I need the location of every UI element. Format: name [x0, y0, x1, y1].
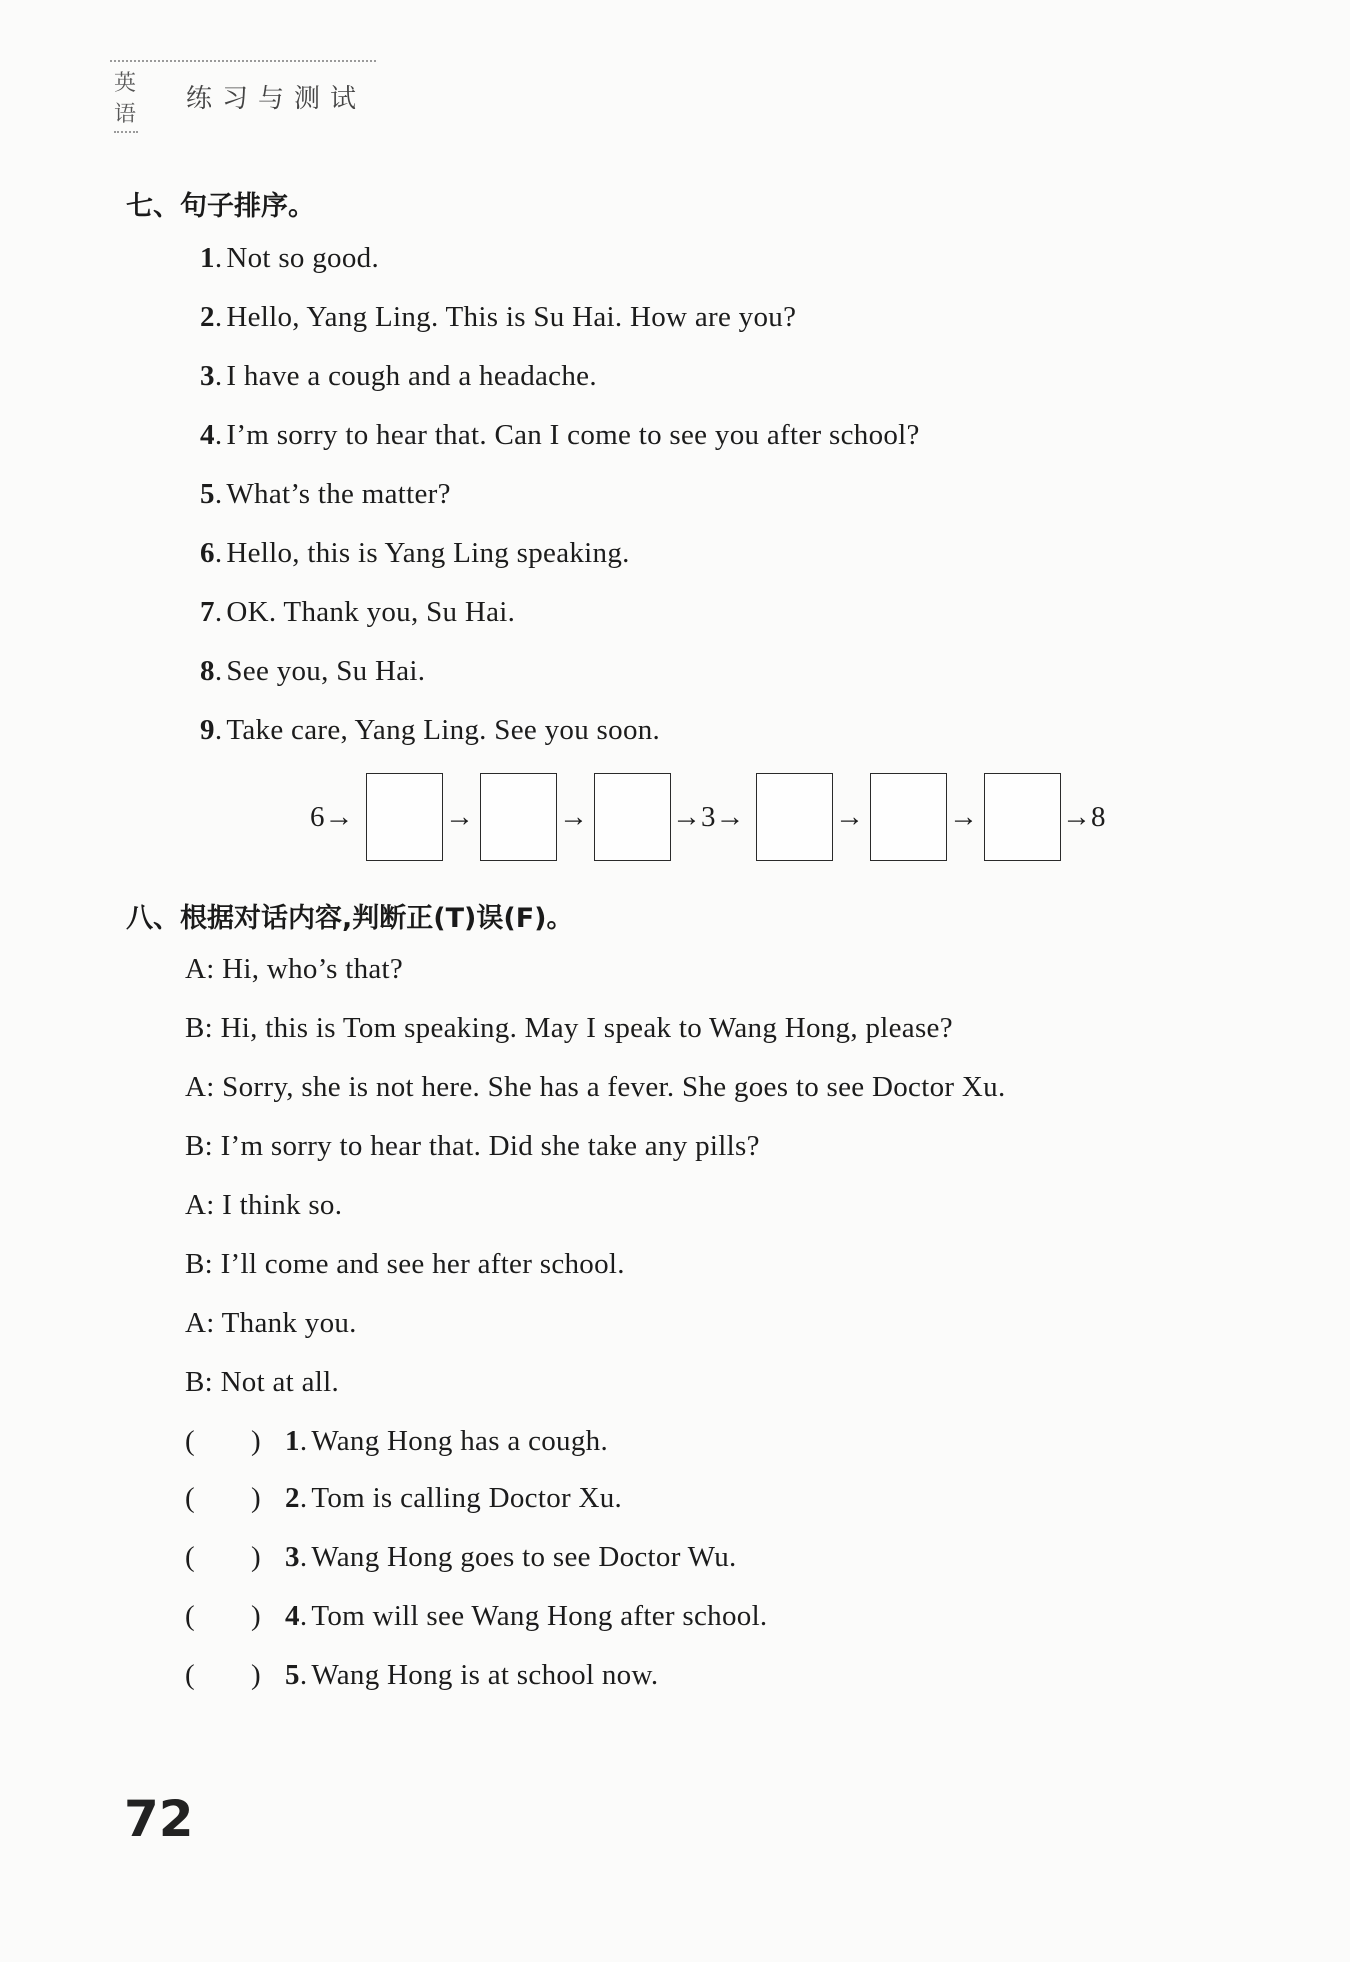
speaker-label: B:: [185, 1130, 213, 1162]
answer-box[interactable]: [594, 773, 671, 861]
dialogue-text: Hi, who’s that?: [222, 953, 404, 985]
paren-open: (: [185, 1600, 195, 1632]
item-text: Hello, Yang Ling. This is Su Hai. How are you?: [226, 301, 797, 333]
header-dotted-rule: [110, 60, 376, 62]
item-text: I have a cough and a headache.: [226, 360, 597, 392]
question-number: 4: [285, 1600, 300, 1632]
paren-close: ): [250, 1600, 261, 1632]
item-text: OK. Thank you, Su Hai.: [226, 596, 516, 628]
section7-title: 七、句子排序。: [126, 191, 315, 222]
speaker-label: A:: [185, 1307, 215, 1339]
speaker-label: B:: [185, 1012, 213, 1044]
answer-blank[interactable]: [185, 1600, 285, 1633]
item-number: 7: [200, 596, 215, 628]
sequence-arrow: →: [445, 801, 474, 833]
dialogue-line: [185, 1130, 760, 1163]
tf-question: ( ) 3. Wang Hong goes to see Doctor Wu.: [185, 1541, 737, 1573]
question-text: Wang Hong is at school now.: [311, 1659, 659, 1691]
speaker-label: A:: [185, 953, 215, 985]
item-number: 2: [200, 301, 215, 333]
section8-title: 八、根据对话内容,判断正(T)误(F)。: [126, 903, 574, 934]
answer-box[interactable]: [870, 773, 947, 861]
sequence-arrow: →: [949, 801, 978, 833]
tf-question: ( ) 2. Tom is calling Doctor Xu.: [185, 1482, 623, 1514]
question-number: 1: [285, 1425, 300, 1457]
speaker-label: B:: [185, 1248, 213, 1280]
sentence-item: 4. I’m sorry to hear that. Can I come to see you after school?: [200, 419, 920, 451]
dialogue-text: Thank you.: [221, 1307, 357, 1339]
dialogue-line: [185, 1189, 342, 1222]
dialogue-text: I think so.: [222, 1189, 343, 1221]
item-number: 5: [200, 478, 215, 510]
answer-blank[interactable]: [185, 1482, 285, 1515]
paren-open: (: [185, 1482, 195, 1514]
item-number: 1: [200, 242, 215, 274]
question-text: Tom is calling Doctor Xu.: [311, 1482, 623, 1514]
answer-box[interactable]: [756, 773, 833, 861]
item-text: What’s the matter?: [226, 478, 451, 510]
dialogue-text: I’m sorry to hear that. Did she take any pills?: [220, 1130, 760, 1162]
answer-box[interactable]: [366, 773, 443, 861]
dialogue-line: [185, 1307, 357, 1340]
sentence-item: 8. See you, Su Hai.: [200, 655, 426, 687]
sentence-item: 9. Take care, Yang Ling. See you soon.: [200, 714, 661, 746]
dialogue-line: [185, 953, 403, 986]
answer-blank[interactable]: [185, 1659, 285, 1692]
paren-close: ): [250, 1541, 261, 1573]
sequence-start: 6→: [310, 801, 354, 833]
sentence-item: 3. I have a cough and a headache.: [200, 360, 597, 392]
sequence-middle: →3→: [672, 801, 745, 833]
dialogue-text: I’ll come and see her after school.: [220, 1248, 625, 1280]
sequence-arrow: →: [835, 801, 864, 833]
sentence-item: 2. Hello, Yang Ling. This is Su Hai. How are you?: [200, 301, 797, 333]
item-text: Hello, this is Yang Ling speaking.: [226, 537, 630, 569]
answer-box[interactable]: [480, 773, 557, 861]
item-text: Not so good.: [226, 242, 380, 274]
question-number: 5: [285, 1659, 300, 1691]
tf-question: ( ) 1. Wang Hong has a cough.: [185, 1425, 608, 1457]
paren-open: (: [185, 1541, 195, 1573]
item-number: 9: [200, 714, 215, 746]
paren-close: ): [250, 1425, 261, 1457]
tf-question: ( ) 4. Tom will see Wang Hong after school.: [185, 1600, 768, 1632]
speaker-label: A:: [185, 1071, 215, 1103]
dialogue-text: Sorry, she is not here. She has a fever. She goes to see Doctor Xu.: [222, 1071, 1006, 1103]
item-number: 3: [200, 360, 215, 392]
speaker-label: B:: [185, 1366, 213, 1398]
sentence-item: 1. Not so good.: [200, 242, 380, 274]
sentence-item: 7. OK. Thank you, Su Hai.: [200, 596, 516, 628]
question-text: Tom will see Wang Hong after school.: [311, 1600, 768, 1632]
paren-close: ): [250, 1659, 261, 1691]
book-title: 练习与测试: [186, 84, 367, 114]
question-number: 3: [285, 1541, 300, 1573]
dialogue-line: [185, 1366, 339, 1399]
item-text: See you, Su Hai.: [226, 655, 426, 687]
dialogue-line: [185, 1248, 625, 1281]
answer-blank[interactable]: [185, 1541, 285, 1574]
dialogue-text: Hi, this is Tom speaking. May I speak to Wang Hong, please?: [220, 1012, 953, 1044]
tf-question: ( ) 5. Wang Hong is at school now.: [185, 1659, 659, 1691]
dialogue-line: [185, 1012, 953, 1045]
item-number: 8: [200, 655, 215, 687]
item-number: 4: [200, 419, 215, 451]
question-text: Wang Hong goes to see Doctor Wu.: [311, 1541, 737, 1573]
paren-close: ): [250, 1482, 261, 1514]
sentence-item: 5. What’s the matter?: [200, 478, 451, 510]
dialogue-text: Not at all.: [220, 1366, 340, 1398]
item-number: 6: [200, 537, 215, 569]
answer-box[interactable]: [984, 773, 1061, 861]
sequence-arrow: →: [559, 801, 588, 833]
answer-blank[interactable]: [185, 1425, 285, 1458]
dialogue-line: [185, 1071, 1006, 1104]
question-number: 2: [285, 1482, 300, 1514]
subject-label: 英语: [114, 66, 138, 133]
item-text: Take care, Yang Ling. See you soon.: [226, 714, 661, 746]
paren-open: (: [185, 1659, 195, 1691]
sequence-end: →8: [1062, 801, 1106, 833]
paren-open: (: [185, 1425, 195, 1457]
page-number: 72: [124, 1790, 194, 1848]
item-text: I’m sorry to hear that. Can I come to see you after school?: [226, 419, 920, 451]
speaker-label: A:: [185, 1189, 215, 1221]
question-text: Wang Hong has a cough.: [311, 1425, 608, 1457]
sentence-item: 6. Hello, this is Yang Ling speaking.: [200, 537, 630, 569]
